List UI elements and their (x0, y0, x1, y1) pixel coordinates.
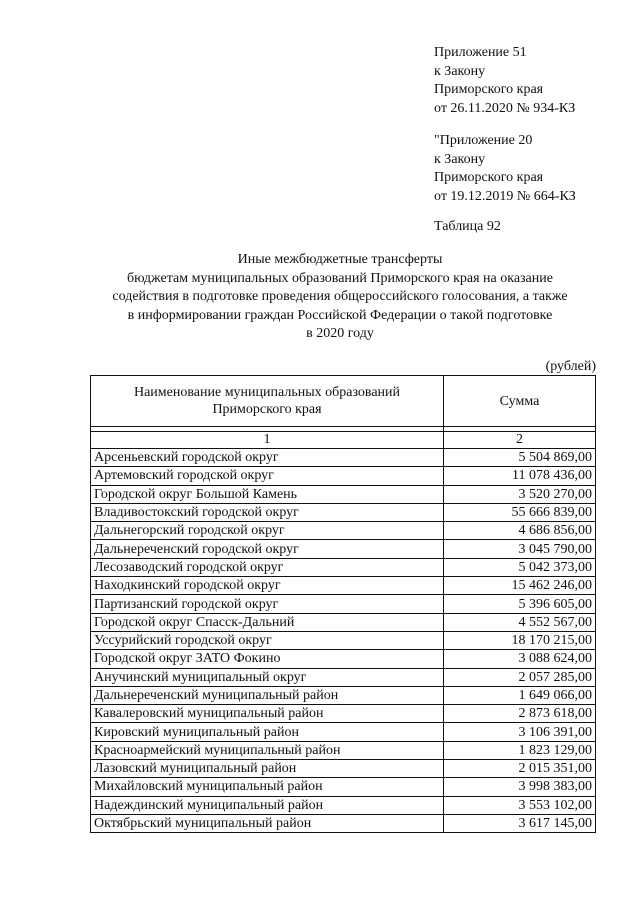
transfer-amount: 3 520 270,00 (444, 485, 596, 503)
table-body (91, 449, 596, 833)
transfer-amount: 5 396 605,00 (444, 595, 596, 613)
table-row (91, 485, 596, 503)
transfer-amount: 55 666 839,00 (444, 503, 596, 521)
header-amount: Сумма (444, 376, 596, 427)
transfer-amount: 2 057 285,00 (444, 668, 596, 686)
municipality-name: Надеждинский муниципальный район (91, 796, 444, 814)
table-number: Таблица 92 (434, 219, 501, 234)
transfer-amount: 5 504 869,00 (444, 449, 596, 467)
column-number: 1 (91, 432, 444, 449)
appendix-line: к Закону (434, 63, 486, 79)
transfer-amount: 3 088 624,00 (444, 650, 596, 668)
transfer-amount: 11 078 436,00 (444, 467, 596, 485)
municipality-name: Находкинский городской округ (91, 577, 444, 595)
transfer-amount: 18 170 215,00 (444, 631, 596, 649)
transfer-amount: 2 873 618,00 (444, 705, 596, 723)
table-row (91, 814, 596, 832)
appendix-line: от 19.12.2019 № 664-КЗ (434, 188, 576, 204)
transfer-amount: 3 106 391,00 (444, 723, 596, 741)
municipality-name: Октябрьский муниципальный район (91, 814, 444, 832)
table-row (91, 723, 596, 741)
municipality-name: Анучинский муниципальный округ (91, 668, 444, 686)
municipality-name: Кавалеровский муниципальный район (91, 705, 444, 723)
transfer-amount: 1 649 066,00 (444, 686, 596, 704)
municipality-name: Городской округ Большой Камень (91, 485, 444, 503)
appendix-line: "Приложение 20 (434, 133, 533, 148)
municipality-name: Михайловский муниципальный район (91, 778, 444, 796)
table-row (91, 705, 596, 723)
title-line: в информировании граждан Российской Федерации о такой подготовке (127, 307, 553, 323)
previous-appendix-header (434, 132, 576, 206)
appendix-line: Приморского края (434, 82, 544, 97)
appendix-line: от 26.11.2020 № 934-КЗ (434, 100, 576, 116)
table-row (91, 467, 596, 485)
transfer-amount: 3 998 383,00 (444, 778, 596, 796)
transfer-amount: 1 823 129,00 (444, 741, 596, 759)
transfer-amount: 4 552 567,00 (444, 613, 596, 631)
transfers-table (90, 375, 596, 833)
units-label: (рублей) (545, 359, 596, 374)
title-line: Иные межбюджетные трансферты (237, 252, 443, 267)
municipality-name: Партизанский городской округ (91, 595, 444, 613)
municipality-name: Городской округ ЗАТО Фокино (91, 650, 444, 668)
municipality-name: Арсеньевский городской округ (91, 449, 444, 467)
table-row (91, 778, 596, 796)
municipality-name: Лесозаводский городской округ (91, 558, 444, 576)
table-row (91, 668, 596, 686)
column-numbering-row (91, 432, 596, 449)
municipality-name: Дальнереченский муниципальный район (91, 686, 444, 704)
municipality-name: Кировский муниципальный район (91, 723, 444, 741)
table-row (91, 796, 596, 814)
title-line: бюджетам муниципальных образований Приморского края на оказание (127, 270, 553, 286)
title-line: в 2020 году (306, 326, 374, 342)
transfer-amount: 3 553 102,00 (444, 796, 596, 814)
table-row (91, 503, 596, 521)
transfer-amount: 2 015 351,00 (444, 760, 596, 778)
appendix-line: Приморского края (434, 170, 544, 185)
municipality-name: Артемовский городской округ (91, 467, 444, 485)
municipality-name: Владивостокский городской округ (91, 503, 444, 521)
table-row (91, 631, 596, 649)
transfer-amount: 5 042 373,00 (444, 558, 596, 576)
table-row (91, 741, 596, 759)
table-row (91, 522, 596, 540)
municipality-name: Городской округ Спасск-Дальний (91, 613, 444, 631)
table-row (91, 686, 596, 704)
transfer-amount: 3 045 790,00 (444, 540, 596, 558)
table-row (91, 613, 596, 631)
municipality-name: Красноармейский муниципальный район (91, 741, 444, 759)
table-row (91, 595, 596, 613)
title-line: содействия в подготовке проведения общероссийского голосования, а также (112, 289, 568, 305)
header-name-line: Наименование муниципальных образований (133, 385, 401, 400)
table-row (91, 540, 596, 558)
municipality-name: Дальнереченский городской округ (91, 540, 444, 558)
appendix-line: Приложение 51 (434, 45, 527, 60)
appendix-line: к Закону (434, 151, 486, 167)
transfer-amount: 15 462 246,00 (444, 577, 596, 595)
document-title (60, 251, 620, 344)
municipality-name: Дальнегорский городской округ (91, 522, 444, 540)
transfer-amount: 4 686 856,00 (444, 522, 596, 540)
table-row (91, 650, 596, 668)
municipality-name: Уссурийский городской округ (91, 631, 444, 649)
table-header-row (91, 376, 596, 427)
table-row (91, 760, 596, 778)
header-name (91, 376, 444, 427)
table-row (91, 577, 596, 595)
municipality-name: Лазовский муниципальный район (91, 760, 444, 778)
table-row (91, 449, 596, 467)
table-row (91, 558, 596, 576)
transfer-amount: 3 617 145,00 (444, 814, 596, 832)
header-name-line: Приморского края (212, 402, 322, 417)
appendix-header (434, 44, 575, 118)
column-number: 2 (444, 432, 596, 449)
